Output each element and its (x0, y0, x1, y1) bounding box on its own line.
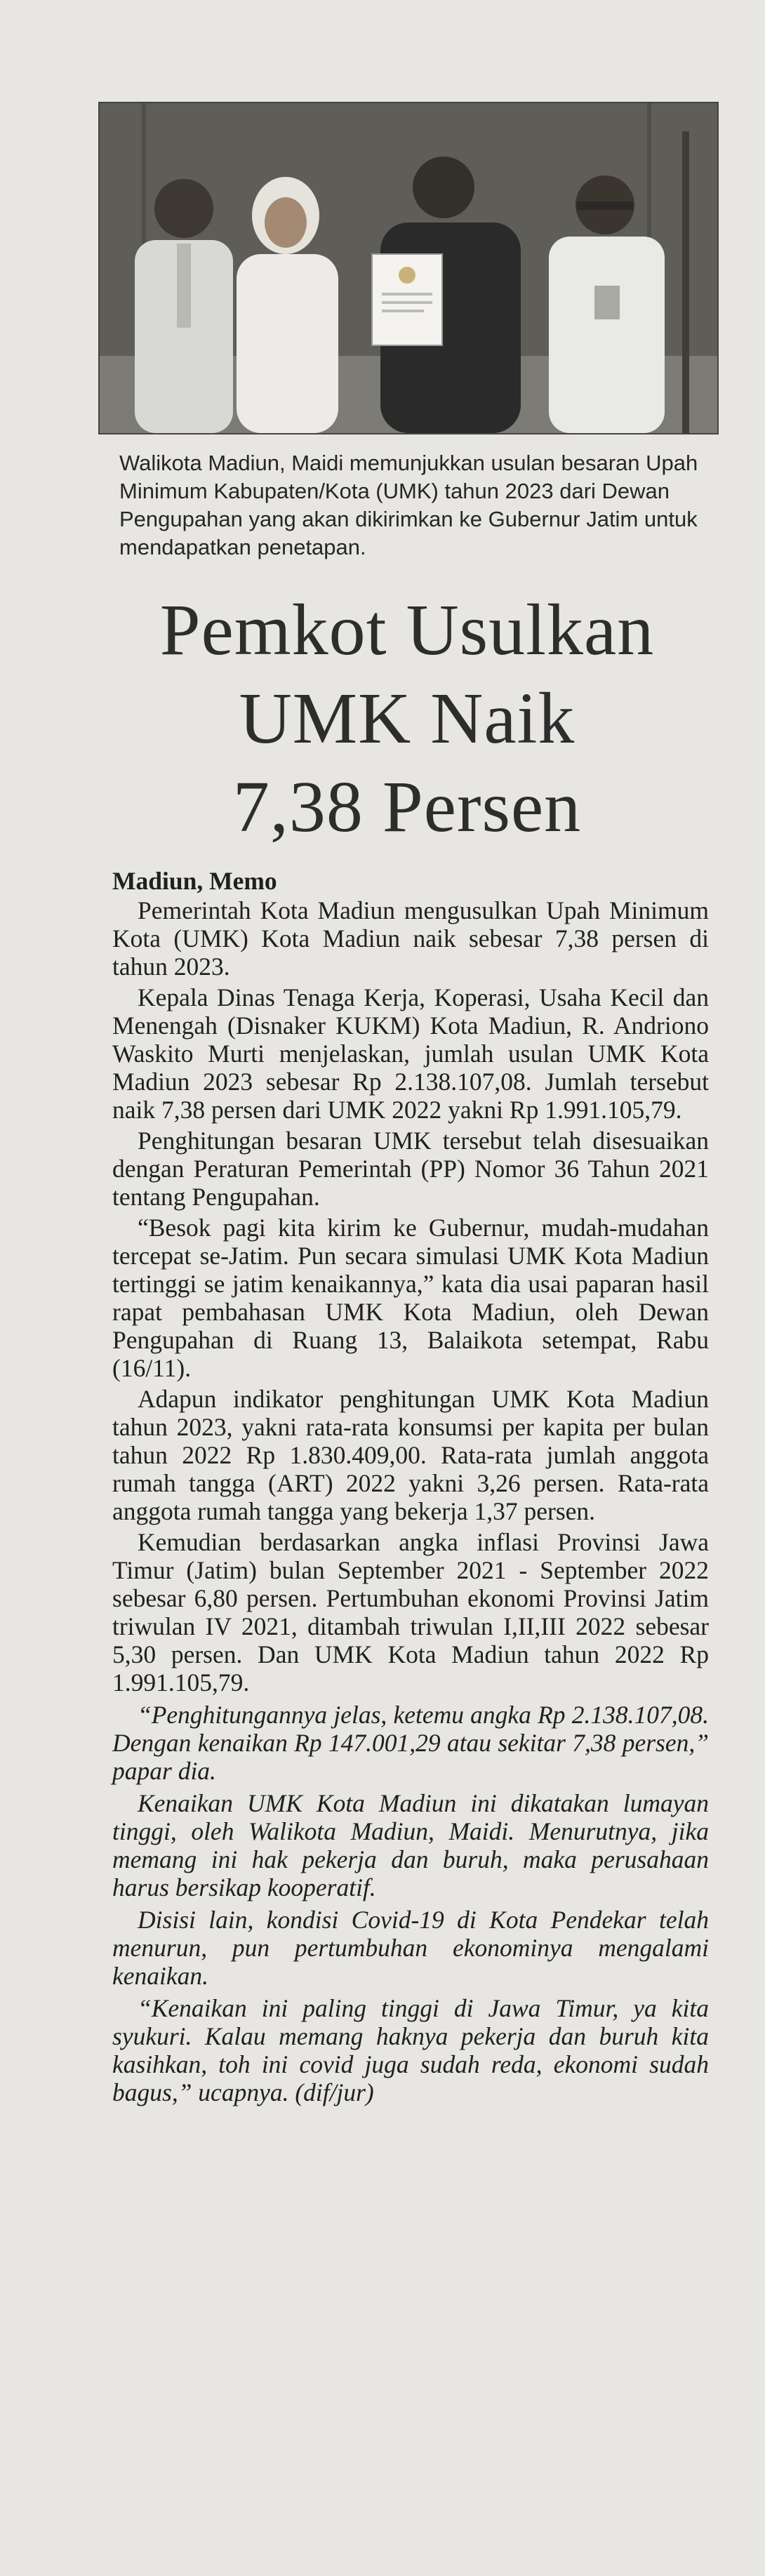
paragraph-italic: “Kenaikan ini paling tinggi di Jawa Timur, ya kita syukuri. Kalau memang haknya pekerja dan buruh kita kasihkan, toh ini covid juga sudah reda, ekonomi sudah bagus,” ucapnya. (dif/jur) (112, 1994, 709, 2106)
paragraph-italic: Kenaikan UMK Kota Madiun ini dikatakan lumayan tinggi, oleh Walikota Madiun, Maidi. Menurutnya, jika memang ini hak pekerja dan buruh, maka perusahaan harus bersikap kooperatif. (112, 1789, 709, 1901)
photo-caption: Walikota Madiun, Maidi memunjukkan usulan besaran Upah Minimum Kabupaten/Kota (UMK) tahun 2023 dari Dewan Pengupahan yang akan dikirimkan ke Gubernur Jatim untuk mendapatkan penetapan. (119, 451, 698, 559)
photo-illustration (100, 103, 717, 433)
paragraph: Kemudian berdasarkan angka inflasi Provinsi Jawa Timur (Jatim) bulan September 2021 - September 2022 sebesar 6,80 persen. Pertumbuhan ekonomi Provinsi Jatim triwulan IV 2021, ditambah triwulan I,II,III 2022 sebesar 5,30 persen. Dan UMK Kota Madiun tahun 2022 Rp 1.991.105,79. (112, 1528, 709, 1697)
headline: Pemkot Usulkan UMK Naik 7,38 Persen (159, 590, 655, 847)
paragraph-italic: “Penghitungannya jelas, ketemu angka Rp 2.138.107,08. Dengan kenaikan Rp 147.001,29 atau sekitar 7,38 persen,” papar dia. (112, 1701, 709, 1785)
paragraph: Penghitungan besaran UMK tersebut telah disesuaikan dengan Peraturan Pemerintah (PP) Nomor 36 Tahun 2021 tentang Pengupahan. (112, 1127, 709, 1211)
news-photo (98, 102, 719, 434)
paragraph: Kepala Dinas Tenaga Kerja, Koperasi, Usaha Kecil dan Menengah (Disnaker KUKM) Kota Madiun, R. Andriono Waskito Murti menjelaskan, jumlah usulan UMK Kota Madiun 2023 sebesar Rp 2.138.107,08. Jumlah tersebut naik 7,38 persen dari UMK 2022 yakni Rp 1.991.105,79. (112, 983, 709, 1124)
paragraph: Pemerintah Kota Madiun mengusulkan Upah Minimum Kota (UMK) Kota Madiun naik sebesar 7,38 persen di tahun 2023. (112, 896, 709, 981)
dateline: Madiun, Memo (112, 867, 277, 895)
paragraph: “Besok pagi kita kirim ke Gubernur, mudah-mudahan tercepat se-Jatim. Pun secara simulasi UMK Kota Madiun tertinggi se jatim kenaikannya,” kata dia usai paparan hasil rapat pembahasan UMK Kota Madiun, oleh Dewan Pengupahan di Ruang 13, Balaikota setempat, Rabu (16/11). (112, 1214, 709, 1382)
article-body (112, 867, 709, 2109)
paragraph-italic: Disisi lain, kondisi Covid-19 di Kota Pendekar telah menurun, pun pertumbuhan ekonominya mengalami kenaikan. (112, 1906, 709, 1990)
paragraph: Adapun indikator penghitungan UMK Kota Madiun tahun 2023, yakni rata-rata konsumsi per kapita per bulan tahun 2022 Rp 1.830.409,00. Rata-rata jumlah anggota rumah tangga (ART) 2022 yakni 3,26 persen. Rata-rata anggota rumah tangga yang bekerja 1,37 persen. (112, 1385, 709, 1525)
